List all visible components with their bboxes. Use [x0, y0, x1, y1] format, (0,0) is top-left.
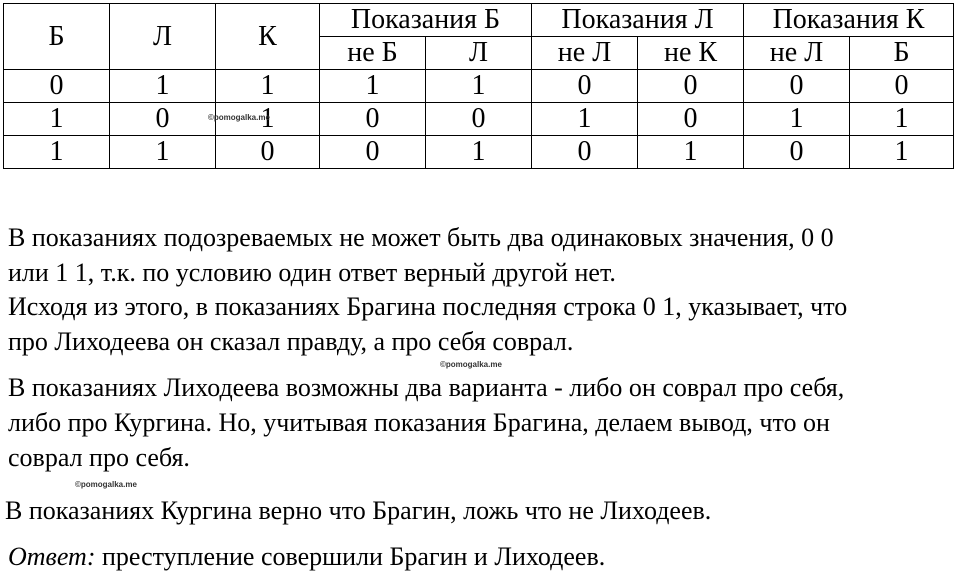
subheader-cell: не Л	[744, 37, 850, 70]
table-cell: 0	[638, 70, 744, 103]
table-cell: 1	[744, 103, 850, 136]
table-cell: 0	[532, 70, 638, 103]
table-cell: 0	[216, 136, 320, 169]
table-cell: 0	[850, 70, 954, 103]
paragraph-line: про Лиходеева он сказал правду, а про себя соврал.	[8, 327, 574, 356]
table-cell: 1	[320, 70, 426, 103]
subheader-cell: Л	[426, 37, 532, 70]
table-cell: 1	[4, 103, 110, 136]
header-group-k: Показания К	[744, 4, 954, 37]
table-cell: 1	[110, 70, 216, 103]
table-cell: 1	[850, 103, 954, 136]
paragraph-line: В показаниях Лиходеева возможны два варианта - либо он соврал про себя,	[8, 373, 845, 402]
paragraph-3	[8, 370, 844, 475]
answer-line	[8, 539, 605, 574]
table-row	[4, 103, 954, 136]
table-cell: 0	[744, 70, 850, 103]
header-b: Б	[4, 4, 110, 70]
answer-text: преступление совершили Брагин и Лиходеев.	[95, 542, 606, 571]
table-cell-value: 1	[260, 103, 275, 134]
subheader-cell: не Л	[532, 37, 638, 70]
table-row	[4, 70, 954, 103]
answer-label: Ответ:	[8, 542, 96, 571]
table-cell: 1	[4, 136, 110, 169]
paragraph-line: В показаниях Кургина верно что Брагин, ложь что не Лиходеев.	[5, 496, 712, 525]
table-cell: 0	[320, 103, 426, 136]
paragraph-2	[8, 289, 847, 359]
truth-table	[3, 3, 954, 169]
table-cell-with-watermark	[208, 103, 320, 136]
table-cell: 1	[532, 103, 638, 136]
paragraph-line: Исходя из этого, в показаниях Брагина последняя строка 0 1, указывает, что	[8, 292, 848, 321]
paragraph-line: либо про Кургина. Но, учитывая показания Брагина, делаем вывод, что он	[8, 408, 830, 437]
table-cell: 0	[320, 136, 426, 169]
table-row	[4, 136, 954, 169]
paragraph-line: В показаниях подозреваемых не может быть два одинаковых значения, 0 0	[8, 223, 834, 252]
table-cell: 1	[426, 136, 532, 169]
subheader-cell: не К	[638, 37, 744, 70]
table-cell: 1	[638, 136, 744, 169]
header-group-l: Показания Л	[532, 4, 744, 37]
header-group-b: Показания Б	[320, 4, 532, 37]
subheader-cell: Б	[850, 37, 954, 70]
table-cell: 1	[850, 136, 954, 169]
subheader-cell: не Б	[320, 37, 426, 70]
paragraph-1	[8, 220, 834, 290]
paragraph-line: соврал про себя.	[8, 443, 190, 472]
table-cell: 1	[110, 136, 216, 169]
watermark: ©pomogalka.me	[75, 480, 137, 489]
watermark: ©pomogalka.me	[440, 360, 502, 369]
table-cell: 0	[532, 136, 638, 169]
paragraph-4	[5, 493, 711, 528]
table-cell: 0	[110, 103, 216, 136]
table-cell: 1	[216, 70, 320, 103]
table-cell: 0	[426, 103, 532, 136]
table-cell: 0	[638, 103, 744, 136]
paragraph-line: или 1 1, т.к. по условию один ответ верный другой нет.	[8, 258, 616, 287]
watermark: ©pomogalka.me	[208, 113, 270, 122]
header-k: К	[216, 4, 320, 70]
table-cell: 1	[426, 70, 532, 103]
header-row-1	[4, 4, 954, 37]
answer	[8, 539, 605, 574]
header-l: Л	[110, 4, 216, 70]
table-cell: 0	[4, 70, 110, 103]
table-cell: 0	[744, 136, 850, 169]
